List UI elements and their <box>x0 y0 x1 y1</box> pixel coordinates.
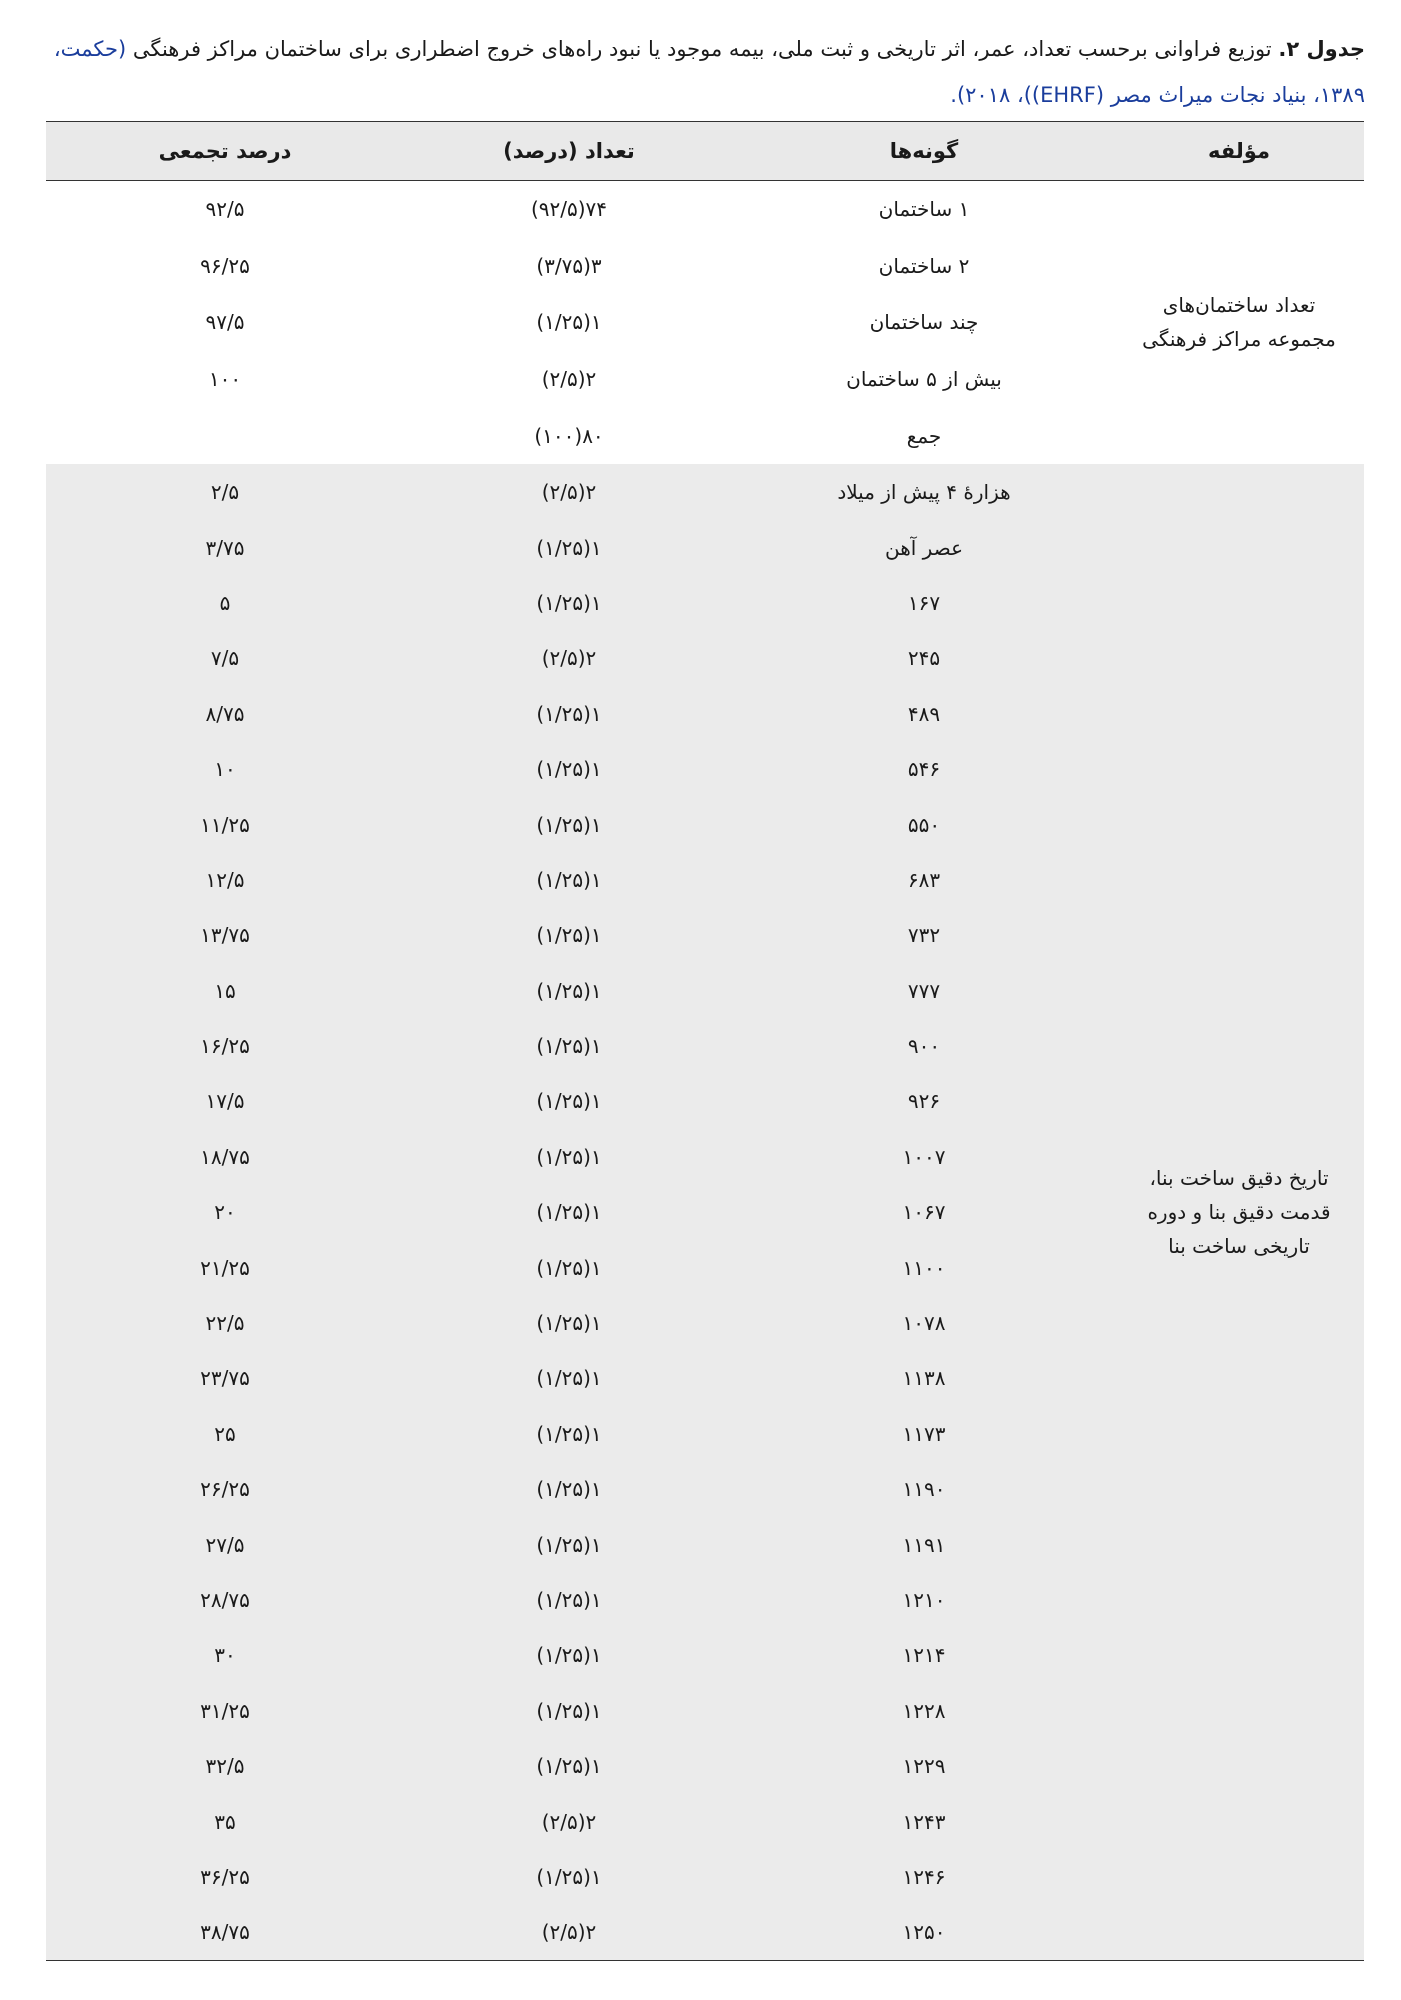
cumulative-cell: ۱۱/۲۵ <box>200 812 250 837</box>
cumulative-cell: ۷/۵ <box>210 646 240 671</box>
count-cell: ۱(۱/۲۵) <box>536 1255 602 1280</box>
count-cell: ۲(۲/۵) <box>541 1920 597 1945</box>
table-header <box>46 122 1364 180</box>
cumulative-cell: ۱۰ <box>214 757 236 782</box>
type-cell: هزارهٔ ۴ پیش از میلاد <box>837 480 1011 505</box>
type-cell: ۱۱۰۰ <box>902 1255 946 1280</box>
count-cell: ۱(۱/۲۵) <box>536 1089 602 1114</box>
count-cell: ۲(۲/۵) <box>541 646 597 671</box>
header-count: تعداد (درصد) <box>503 138 635 163</box>
cumulative-cell: ۲۲/۵ <box>205 1311 245 1336</box>
table-header-row <box>46 122 1364 180</box>
cumulative-cell: ۸/۷۵ <box>205 701 245 726</box>
cumulative-cell: ۱۳/۷۵ <box>200 923 250 948</box>
type-cell: ۱۲۲۸ <box>902 1698 946 1723</box>
cumulative-cell: ۳۱/۲۵ <box>200 1698 250 1723</box>
cumulative-cell: ۲۰ <box>214 1200 236 1225</box>
type-cell: چند ساختمان <box>869 310 979 335</box>
type-cell: ۷۷۷ <box>907 978 941 1003</box>
type-cell: ۲ ساختمان <box>878 253 970 278</box>
cumulative-cell: ۲۷/۵ <box>205 1532 245 1557</box>
type-cell: ۱۱۳۸ <box>902 1366 946 1391</box>
cumulative-cell <box>46 408 404 465</box>
type-cell: ۱۰۷۸ <box>902 1311 946 1336</box>
type-cell: بیش از ۵ ساختمان <box>846 367 1002 392</box>
cumulative-cell: ۳۵ <box>214 1809 236 1834</box>
caption-label: جدول ۲. <box>1278 37 1365 61</box>
table-row <box>46 464 1364 519</box>
type-cell: ۷۳۲ <box>907 923 941 948</box>
count-cell: ۱(۱/۲۵) <box>536 1311 602 1336</box>
cumulative-cell: ۱۶/۲۵ <box>200 1034 250 1059</box>
cumulative-cell: ۳۶/۲۵ <box>200 1864 250 1889</box>
count-cell: ۱(۱/۲۵) <box>536 1754 602 1779</box>
count-cell: ۱(۱/۲۵) <box>536 1864 602 1889</box>
cumulative-cell: ۲۱/۲۵ <box>200 1255 250 1280</box>
type-cell: ۵۴۶ <box>907 757 941 782</box>
count-cell: ۱(۱/۲۵) <box>536 978 602 1003</box>
count-cell: ۳(۳/۷۵) <box>536 253 602 278</box>
cumulative-cell: ۲۳/۷۵ <box>200 1366 250 1391</box>
count-cell: ۱(۱/۲۵) <box>536 701 602 726</box>
count-cell: ۱(۱/۲۵) <box>536 1643 602 1668</box>
count-cell: ۸۰(۱۰۰) <box>534 424 604 449</box>
header-author: مؤلفه <box>1208 138 1270 163</box>
cumulative-cell: ۳/۷۵ <box>205 535 245 560</box>
type-cell: ۱۱۹۰ <box>902 1477 946 1502</box>
caption-text: توزیع فراوانی برحسب تعداد، عمر، اثر تاریخی و ثبت ملی، بیمه موجود یا نبود راه‌های خروج اضطراری برای ساختمان مراکز فرهنگی <box>126 37 1279 61</box>
type-cell: ۱۲۱۴ <box>902 1643 946 1668</box>
cumulative-cell: ۱۵ <box>214 978 236 1003</box>
count-cell: ۱(۱/۲۵) <box>536 1421 602 1446</box>
count-cell: ۷۴(۹۲/۵) <box>530 196 608 221</box>
type-cell: ۱۱۷۳ <box>902 1421 946 1446</box>
cumulative-cell: ۲۶/۲۵ <box>200 1477 250 1502</box>
type-cell: ۱۲۲۹ <box>902 1754 946 1779</box>
count-cell: ۱(۱/۲۵) <box>536 310 602 335</box>
cumulative-cell: ۱۰۰ <box>208 367 242 392</box>
count-cell: ۱(۱/۲۵) <box>536 923 602 948</box>
type-cell: ۶۸۳ <box>907 867 941 892</box>
cumulative-cell: ۹۲/۵ <box>205 196 245 221</box>
cumulative-cell: ۵ <box>219 590 231 615</box>
cumulative-cell: ۳۲/۵ <box>205 1754 245 1779</box>
type-cell: ۹۲۶ <box>907 1089 941 1114</box>
cumulative-cell: ۳۰ <box>214 1643 236 1668</box>
count-cell: ۱(۱/۲۵) <box>536 757 602 782</box>
caption-citation-link[interactable]: (حکمت، ۱۳۸۹، بنیاد نجات میراث مصر (EHRF))، ۲۰۱۸). <box>53 37 1365 107</box>
data-table <box>46 122 1364 1960</box>
count-cell: ۱(۱/۲۵) <box>536 1366 602 1391</box>
type-cell: ۱ ساختمان <box>878 196 970 221</box>
count-cell: ۱(۱/۲۵) <box>536 1587 602 1612</box>
count-cell: ۱(۱/۲۵) <box>536 1144 602 1169</box>
type-cell: ۱۶۷ <box>907 590 941 615</box>
table-row <box>46 180 1364 237</box>
count-cell: ۱(۱/۲۵) <box>536 1477 602 1502</box>
count-cell: ۱(۱/۲۵) <box>536 1200 602 1225</box>
cumulative-cell: ۹۷/۵ <box>205 310 245 335</box>
cumulative-cell: ۱۸/۷۵ <box>200 1144 250 1169</box>
type-cell: ۱۰۰۷ <box>902 1144 946 1169</box>
count-cell: ۱(۱/۲۵) <box>536 590 602 615</box>
type-cell: ۱۰۶۷ <box>902 1200 946 1225</box>
cumulative-cell: ۲/۵ <box>210 480 240 505</box>
data-table-wrapper <box>46 121 1364 1961</box>
count-cell: ۲(۲/۵) <box>541 367 597 392</box>
count-cell: ۲(۲/۵) <box>541 1809 597 1834</box>
type-cell: ۱۲۵۰ <box>902 1920 946 1945</box>
count-cell: ۱(۱/۲۵) <box>536 1698 602 1723</box>
count-cell: ۱(۱/۲۵) <box>536 1034 602 1059</box>
cumulative-cell: ۹۶/۲۵ <box>200 253 250 278</box>
count-cell: ۱(۱/۲۵) <box>536 1532 602 1557</box>
count-cell: ۱(۱/۲۵) <box>536 535 602 560</box>
table-body <box>46 180 1364 1960</box>
author-cell: تعداد ساختمان‌های مجموعه مراکز فرهنگی <box>1142 293 1336 352</box>
cumulative-cell: ۳۸/۷۵ <box>200 1920 250 1945</box>
count-cell: ۱(۱/۲۵) <box>536 867 602 892</box>
type-cell: ۱۱۹۱ <box>902 1532 946 1557</box>
type-cell: ۲۴۵ <box>907 646 941 671</box>
count-cell: ۲(۲/۵) <box>541 480 597 505</box>
header-cumulative: درصد تجمعی <box>158 138 292 163</box>
author-cell: تاریخ دقیق ساخت بنا، قدمت دقیق بنا و دوره تاریخی ساخت بنا <box>1147 1166 1331 1259</box>
header-type: گونه‌ها <box>889 138 959 163</box>
type-cell: ۵۵۰ <box>907 812 941 837</box>
table-caption <box>35 26 1365 118</box>
type-cell: عصر آهن <box>885 535 963 560</box>
cumulative-cell: ۱۷/۵ <box>205 1089 245 1114</box>
type-cell: جمع <box>906 424 942 449</box>
cumulative-cell: ۲۸/۷۵ <box>200 1587 250 1612</box>
type-cell: ۱۲۱۰ <box>902 1587 946 1612</box>
cumulative-cell: ۲۵ <box>214 1421 236 1446</box>
type-cell: ۱۲۴۶ <box>902 1864 946 1889</box>
cumulative-cell: ۱۲/۵ <box>205 867 245 892</box>
count-cell: ۱(۱/۲۵) <box>536 812 602 837</box>
type-cell: ۹۰۰ <box>907 1034 941 1059</box>
type-cell: ۴۸۹ <box>907 701 941 726</box>
type-cell: ۱۲۴۳ <box>902 1809 946 1834</box>
